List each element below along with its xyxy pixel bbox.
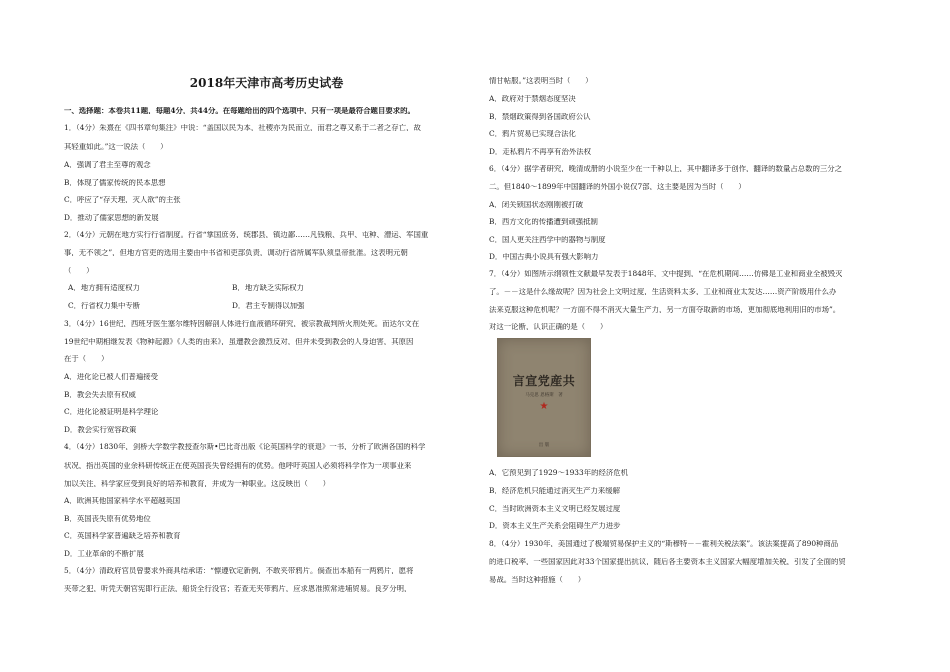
question-line: 的进口税率，一些国家因此对33个国家提出抗议，随后各主要资本主义国家大幅度增加关税，引发了全面的贸 [489, 558, 846, 566]
cover-subtitle: 马克思 恩格斯 著 [525, 393, 563, 398]
cover-footer: 出 版 [538, 443, 550, 448]
question-line: 状况，指出英国的业余科研传统正在使英国丧失曾经拥有的优势。他呼吁英国人必须将科学作为一项事业来 [64, 462, 412, 470]
question-line: 事，无不领之”，但地方官吏的选用主要由中书省和吏部负责，调动行省所属军队须皇帝批准。这表明元朝 [64, 249, 408, 257]
question-line: 二。但1840～1899年中国翻译的外国小说仅7部，这主要是因为当时（ ） [489, 183, 746, 191]
question-line: 法来克服这种危机呢？一方面不得不消灭大量生产力，另一方面夺取新的市场，更加彻底地利用旧的市场”。 [489, 306, 841, 314]
question-line: 1．（4分）朱熹在《四书章句集注》中说：“盖国以民为本，社稷亦为民而立，而君之尊又系于二者之存亡，故 [64, 124, 421, 132]
red-star-icon: ★ [539, 401, 549, 412]
question-line: 3．（4分）16世纪，西班牙医生塞尔维特因解剖人体进行血液循环研究，被宗教裁判所火刑处死。而达尔文在 [64, 320, 420, 328]
option-b: B．地方缺乏实际权力 [232, 284, 304, 292]
question-line: 其轻重如此。”这一说法（ ） [64, 143, 168, 151]
question-line: 7．（4分）如图所示纲领性文献最早发表于1848年，文中提到，“在危机期间……仿佛是工业和商业全被毁灭 [489, 270, 843, 278]
question-line: 情甘帖服。”这表明当时（ ） [489, 77, 593, 85]
section-header: 一、选择题：本卷共11题，每题4分，共44分。在每题给出的四个选项中，只有一项是最符合题目要求的。 [64, 107, 415, 115]
option-line: A．它预见到了1929～1933年的经济危机 [489, 469, 629, 477]
question-line: 19世纪中期相继发表《物种起源》《人类的由来》，虽遭教会激烈反对，但并未受到教会的人身迫害，其原因 [64, 338, 414, 346]
option-line: D．资本主义生产关系会阻碍生产力进步 [489, 522, 621, 530]
option-line: D．中国古典小说具有强大影响力 [489, 253, 599, 261]
option-a: A．地方拥有适度权力 [68, 284, 140, 292]
question-line: 加以关注，科学家应受到良好的培养和教育，并成为一种职业。这反映出（ ） [64, 480, 331, 488]
option-line: A．欧洲其他国家科学水平超越英国 [64, 497, 181, 505]
option-line: C．当时欧洲资本主义文明已经发展过度 [489, 505, 621, 513]
question-line: 易战。当时这种措施（ ） [489, 576, 586, 584]
question-line: 对这一论断，认识正确的是（ ） [489, 323, 608, 331]
question-line: 了。－－这是什么缘故呢？因为社会上文明过度，生活资料太多，工业和商业太发达……资产阶级用什么办 [489, 288, 837, 296]
question-line: 5．（4分）清政府官员曾要求外商具结承诺：“懔遵钦定新例，不敢夹带鸦片。倘查出本船有一两鸦片，愿将 [64, 567, 414, 575]
question-line: 2．（4分）元朝在地方实行行省制度。行省“掌国庶务，统郡县，镇边鄙……凡钱粮、兵甲、屯种、漕运、军国重 [64, 231, 429, 239]
question-line: 夹带之犯，听凭天朝官宪即行正法，船货全行没官；若查无夹带鸦片，应求恩准照常进埔贸易。良歹分明， [64, 585, 412, 593]
option-line: B．禁烟政策得到各国政府公认 [489, 113, 591, 121]
option-line: A．进化论已被人们普遍接受 [64, 373, 159, 381]
option-d: D．君主专制得以加强 [232, 302, 305, 310]
option-line: B．英国丧失原有优势地位 [64, 515, 151, 523]
option-line: C．呼应了“存天理，灭人欲”的主张 [64, 196, 181, 204]
option-line: A．强调了君主至尊的观念 [64, 161, 151, 169]
option-line: D．工业革命的不断扩展 [64, 550, 144, 558]
option-c: C．行省权力集中专断 [68, 302, 141, 310]
option-line: D．走私鸦片不再享有治外法权 [489, 148, 592, 156]
question-line: 8．（4分）1930年，美国通过了极端贸易保护主义的“斯穆特－－霍利关税法案”。该法案提高了890种商品 [489, 540, 839, 548]
option-line: A．闭关锁国状态刚刚被打破 [489, 201, 584, 209]
question-line: 6．（4分）据学者研究，晚清成册的小说至少在一千种以上，其中翻译多于创作，翻译的数量占总数的三分之 [489, 165, 843, 173]
option-line: B．经济危机只能通过消灭生产力来缓解 [489, 487, 621, 495]
question-line: 在于（ ） [64, 355, 109, 363]
option-line: C．英国科学家普遍缺乏培养和教育 [64, 532, 181, 540]
option-line: D．教会实行宽容政策 [64, 426, 137, 434]
cover-title: 言宣党産共 [512, 374, 576, 388]
manifesto-cover-image [497, 338, 591, 457]
option-line: C．进化论被证明是科学理论 [64, 408, 159, 416]
question-line: （ ） [64, 267, 94, 275]
question-line: 4．（4分）1830年，剑桥大学数学教授查尔斯•巴比奇出版《论英国科学的衰退》一书，分析了欧洲各国的科学 [64, 443, 426, 451]
option-line: B．体现了儒家传统的民本思想 [64, 179, 166, 187]
option-line: C．国人更关注西学中的器物与制度 [489, 236, 606, 244]
option-line: C．鸦片贸易已实现合法化 [489, 130, 576, 138]
option-line: D．推动了儒家思想的新发展 [64, 214, 159, 222]
option-line: B．西方文化的传播遭到顽强抵制 [489, 218, 598, 226]
option-line: A．政府对于禁烟态度坚决 [489, 95, 576, 103]
option-line: B．教会失去原有权威 [64, 391, 136, 399]
page-title: 2018年天津市高考历史试卷 [189, 76, 344, 90]
